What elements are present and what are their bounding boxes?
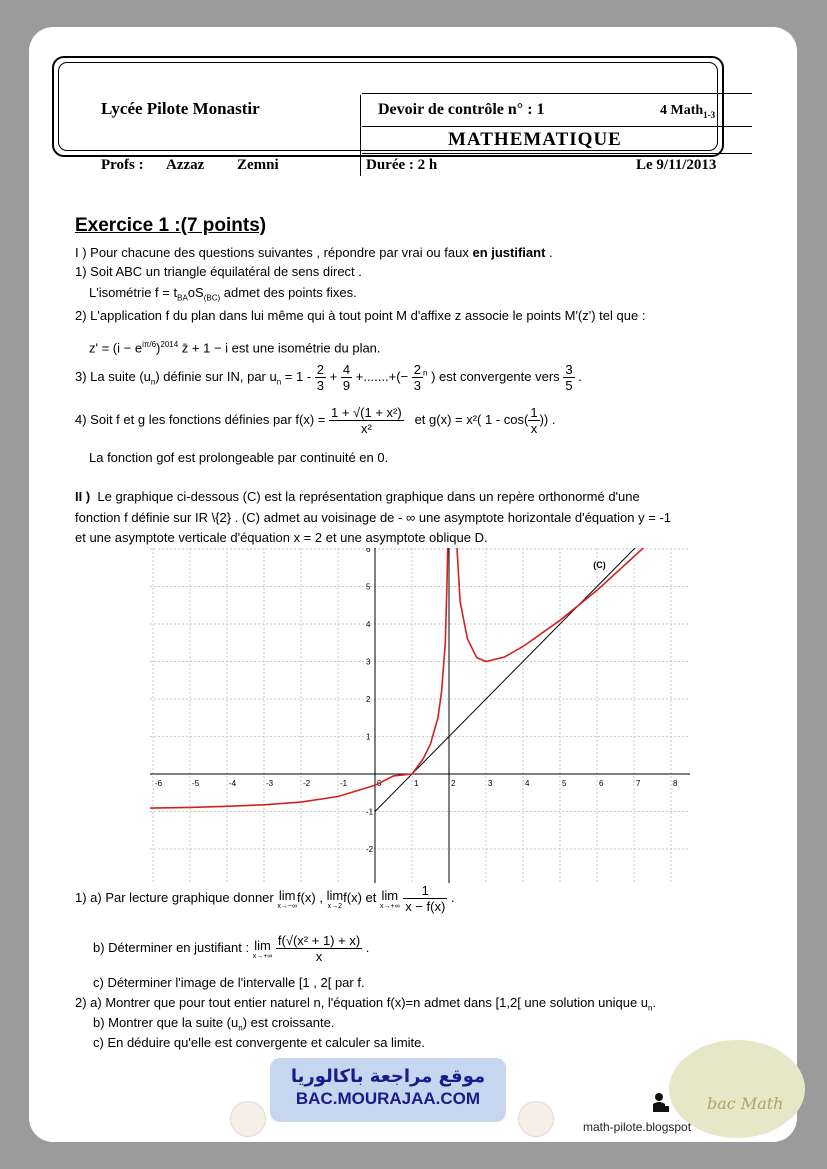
exam-date: Le 9/11/2013 [636, 157, 717, 173]
question-4: 4) Soit f et g les fonctions définies par f(x) = $\frac{\text{1 + √(1 + x²)}}{\text{x²}}$ et g(x) = x²( 1 - cos( $\frac{1}{x}$ )) . [75, 405, 556, 436]
part1-intro: I ) Pour chacune des questions suivantes , répondre par vrai ou faux en justifiant . [75, 245, 553, 260]
question-2c: c) En déduire qu'elle est convergente et calculer sa limite. [93, 1035, 425, 1050]
question-2b: b) Montrer que la suite $(u_n)$ est croissante. [93, 1015, 335, 1033]
y-tick-label: 4 [366, 620, 371, 629]
y-tick-label: -2 [366, 845, 374, 854]
blog-url[interactable]: math-pilote.blogspot [583, 1120, 692, 1134]
question-2a: 2) a) Montrer que pour tout entier naturel n, l'équation f(x)=n admet dans [1,2[ une solution unique $u_n$. [75, 995, 657, 1013]
x-tick-label: 6 [599, 779, 604, 788]
teacher-name: Azzaz [166, 157, 205, 173]
oblique-asymptote [375, 548, 690, 812]
x-tick-label: 1 [414, 779, 419, 788]
x-tick-label: -1 [340, 779, 348, 788]
question-1c: c) Déterminer l'image de l'intervalle [1 , 2[ par f. [93, 975, 365, 990]
site-logo-icon [518, 1101, 554, 1137]
x-tick-label: -5 [192, 779, 200, 788]
x-tick-label: 0 [377, 779, 382, 788]
question-2-formula: $z' = (i - e^{i\pi/6})^{2014}$ z̄ + 1 − i est une isométrie du plan. [89, 340, 381, 356]
y-tick-label: 3 [366, 657, 371, 667]
x-tick-label: 8 [673, 779, 678, 788]
exam-title: Devoir de contrôle n° : 1 [378, 101, 545, 118]
x-tick-label: 3 [488, 779, 493, 788]
x-tick-label: 4 [525, 779, 530, 788]
question-1-isometry: L'isométrie $f = t_{BA}oS_{(BC)}$ admet des points fixes. [89, 285, 357, 303]
part2-text: II ) Le graphique ci-dessous (C) est la représentation graphique dans un repère orthonormé d'une [75, 489, 640, 504]
header-divider [362, 93, 752, 94]
x-tick-label: -2 [303, 779, 311, 788]
y-tick-label: -1 [366, 807, 374, 817]
x-tick-label: 5 [562, 779, 567, 788]
header-divider [362, 153, 752, 154]
duration: Durée : 2 h [366, 157, 438, 173]
x-tick-label: -3 [266, 779, 274, 788]
question-1: 1) Soit ABC un triangle équilatéral de sens direct . [75, 264, 362, 279]
question-2: 2) L'application f du plan dans lui même qui à tout point M d'affixe z associe le points M'(z') tel que : [75, 308, 646, 323]
site-logo-icon [230, 1101, 266, 1137]
header-divider [360, 95, 361, 176]
curve-label: (C) [593, 559, 606, 570]
question-1a: 1) a) Par lecture graphique donner lim x→−∞ f(x) , lim x→2 f(x) et lim x→+∞ $\frac{1}{x - f(x)}$ . [75, 883, 455, 914]
teacher-name: Zemni [237, 157, 279, 173]
y-tick-label: 5 [366, 582, 371, 592]
site-url: BAC.MOURAJAA.COM [295, 1089, 481, 1108]
y-tick-label: 2 [366, 695, 371, 704]
exercise-title: Exercice 1 :(7 points) [75, 215, 267, 236]
badge-text: bac Math [707, 1094, 784, 1113]
subject-title: MATHEMATIQUE [448, 129, 622, 150]
part2-text: et une asymptote verticale d'équation x = 2 et une asymptote oblique D. [75, 530, 488, 545]
curve-left-branch [150, 548, 448, 808]
x-tick-label: 7 [636, 779, 641, 788]
y-tick-label: 6 [366, 548, 371, 554]
y-tick-label: 1 [366, 732, 371, 742]
school-name: Lycée Pilote Monastir [101, 99, 260, 118]
x-tick-label: -4 [229, 779, 237, 788]
function-graph [150, 548, 690, 883]
site-arabic-name: موقع مراجعة باكالوريا [290, 1066, 486, 1087]
class-label: 4 Math$_{1-3}$ [660, 103, 716, 120]
teachers-label: Profs : [101, 157, 144, 173]
part2-text: fonction f définie sur IR \{2} . (C) admet au voisinage de - ∞ une asymptote horizontale d'équation y = -1 [75, 510, 672, 525]
header-divider [362, 126, 752, 127]
site-banner-link[interactable] [270, 1058, 506, 1122]
question-1b: b) Déterminer en justifiant : lim x→+∞ $\frac{\text{f(√(x² + 1) + x)}}{x}$ . [93, 933, 370, 964]
x-tick-label: 2 [451, 779, 456, 788]
reader-icon [651, 1092, 669, 1114]
question-3: 3) La suite $(u_n)$ définie sur IN, par $u_n = 1$ - $\frac{2}{3}$ + $\frac{4}{9}$ +.......+(− $\frac{2}{3}$ $^n$ ) est convergente vers $\frac{3}{5}$ . [75, 362, 582, 393]
x-tick-label: -6 [155, 779, 163, 788]
question-4-line2: La fonction gof est prolongeable par continuité en 0. [89, 450, 389, 465]
